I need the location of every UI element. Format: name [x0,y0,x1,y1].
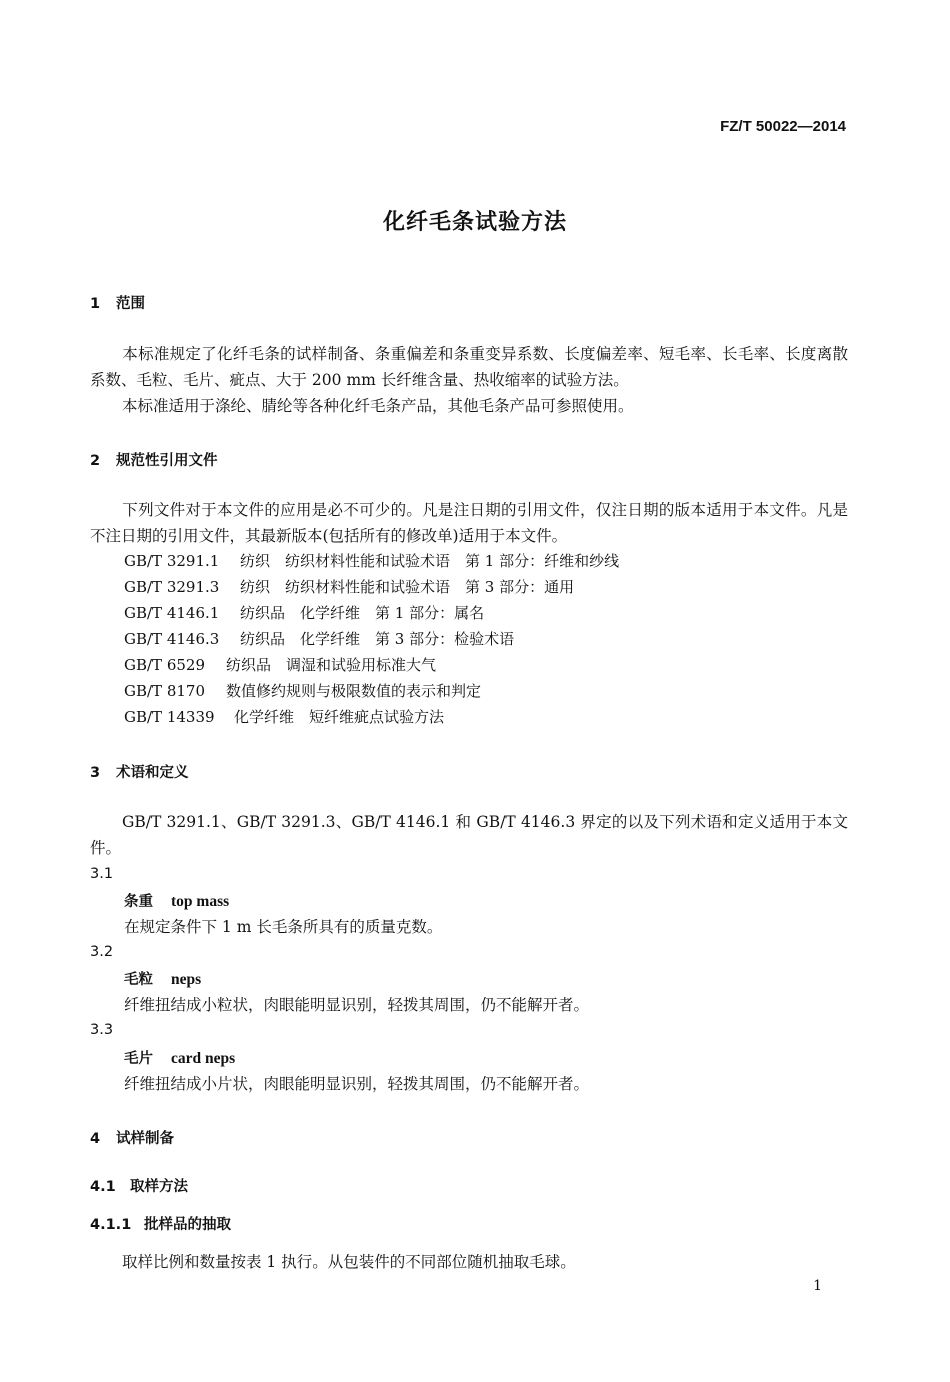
section-3-heading [90,761,189,782]
term-title [124,968,201,989]
section-number: 4 [90,1131,101,1147]
reference-item [124,550,619,571]
term-number: 3.1 [90,866,114,882]
reference-item [124,628,514,649]
reference-item [124,654,436,675]
reference-name: 纺织 纺织材料性能和试验术语 第 3 部分：通用 [240,578,575,596]
reference-name: 纺织品 化学纤维 第 1 部分：属名 [240,604,485,622]
section-title: 规范性引用文件 [116,453,218,469]
reference-name: 纺织品 化学纤维 第 3 部分：检验术语 [240,630,515,648]
standard-code: FZ/T 50022—2014 [720,118,846,135]
term-title [124,1047,235,1068]
section-number: 4.1.1 [90,1217,132,1233]
term-definition: 纤维扭结成小粒状，肉眼能明显识别，轻拨其周围，仍不能解开者。 [124,996,590,1014]
section-1-heading [90,292,145,313]
reference-code: GB/T 8170 [124,682,206,700]
page-number: 1 [813,1278,822,1294]
term-en: card neps [171,1050,236,1067]
scope-paragraph-1 [90,341,848,393]
reference-name: 数值修约规则与极限数值的表示和判定 [226,682,482,700]
term-zh: 毛粒 [124,972,153,988]
paragraph-text: 下列文件对于本文件的应用是必不可少的。凡是注日期的引用文件，仅注日期的版本适用于本文件。凡是不注日期的引用文件，其最新版本(包括所有的修改单)适用于本文件。 [90,501,848,545]
term-number: 3.3 [90,1022,114,1038]
reference-name: 纺织品 调湿和试验用标准大气 [226,656,437,674]
term-number: 3.2 [90,944,114,960]
terms-intro [90,809,848,861]
section-title: 范围 [116,296,145,312]
section-4-heading [90,1127,174,1148]
section-number: 4.1 [90,1179,116,1195]
reference-item [124,602,484,623]
term-definition: 纤维扭结成小片状，肉眼能明显识别，轻拨其周围，仍不能解开者。 [124,1075,590,1093]
section-title: 取样方法 [130,1179,188,1195]
reference-code: GB/T 4146.1 [124,604,220,622]
reference-code: GB/T 14339 [124,708,215,726]
reference-item [124,576,574,597]
term-definition: 在规定条件下 1 m 长毛条所具有的质量克数。 [124,918,443,936]
section-number: 2 [90,453,101,469]
term-zh: 条重 [124,894,153,910]
reference-name: 纺织 纺织材料性能和试验术语 第 1 部分：纤维和纱线 [240,552,620,570]
reference-item [124,706,444,727]
subsection-4-1-heading [90,1175,188,1196]
references-intro [90,497,848,549]
sampling-paragraph: 取样比例和数量按表 1 执行。从包装件的不同部位随机抽取毛球。 [122,1253,576,1271]
subsection-4-1-1-heading [90,1213,231,1234]
section-title: 试样制备 [116,1131,174,1147]
reference-name: 化学纤维 短纤维疵点试验方法 [234,708,445,726]
paragraph-text: 本标准规定了化纤毛条的试样制备、条重偏差和条重变异系数、长度偏差率、短毛率、长毛率、长度离散系数、毛粒、毛片、疵点、大于 200 mm 长纤维含量、热收缩率的试验方法。 [90,345,848,389]
reference-code: GB/T 3291.1 [124,552,220,570]
reference-code: GB/T 6529 [124,656,206,674]
reference-code: GB/T 4146.3 [124,630,220,648]
term-en: top mass [171,893,230,910]
reference-item [124,680,481,701]
page-title: 化纤毛条试验方法 [382,210,567,235]
section-2-heading [90,449,218,470]
paragraph-text: GB/T 3291.1、GB/T 3291.3、GB/T 4146.1 和 GB/T 4146.3 界定的以及下列术语和定义适用于本文件。 [90,813,848,857]
section-title: 术语和定义 [116,765,189,781]
term-en: neps [171,971,202,988]
section-title: 批样品的抽取 [144,1217,231,1233]
term-zh: 毛片 [124,1051,153,1067]
section-number: 3 [90,765,101,781]
scope-paragraph-2 [90,393,848,419]
reference-code: GB/T 3291.3 [124,578,220,596]
paragraph-text: 本标准适用于涤纶、腈纶等各种化纤毛条产品，其他毛条产品可参照使用。 [122,397,634,415]
section-number: 1 [90,296,101,312]
term-title [124,890,229,911]
